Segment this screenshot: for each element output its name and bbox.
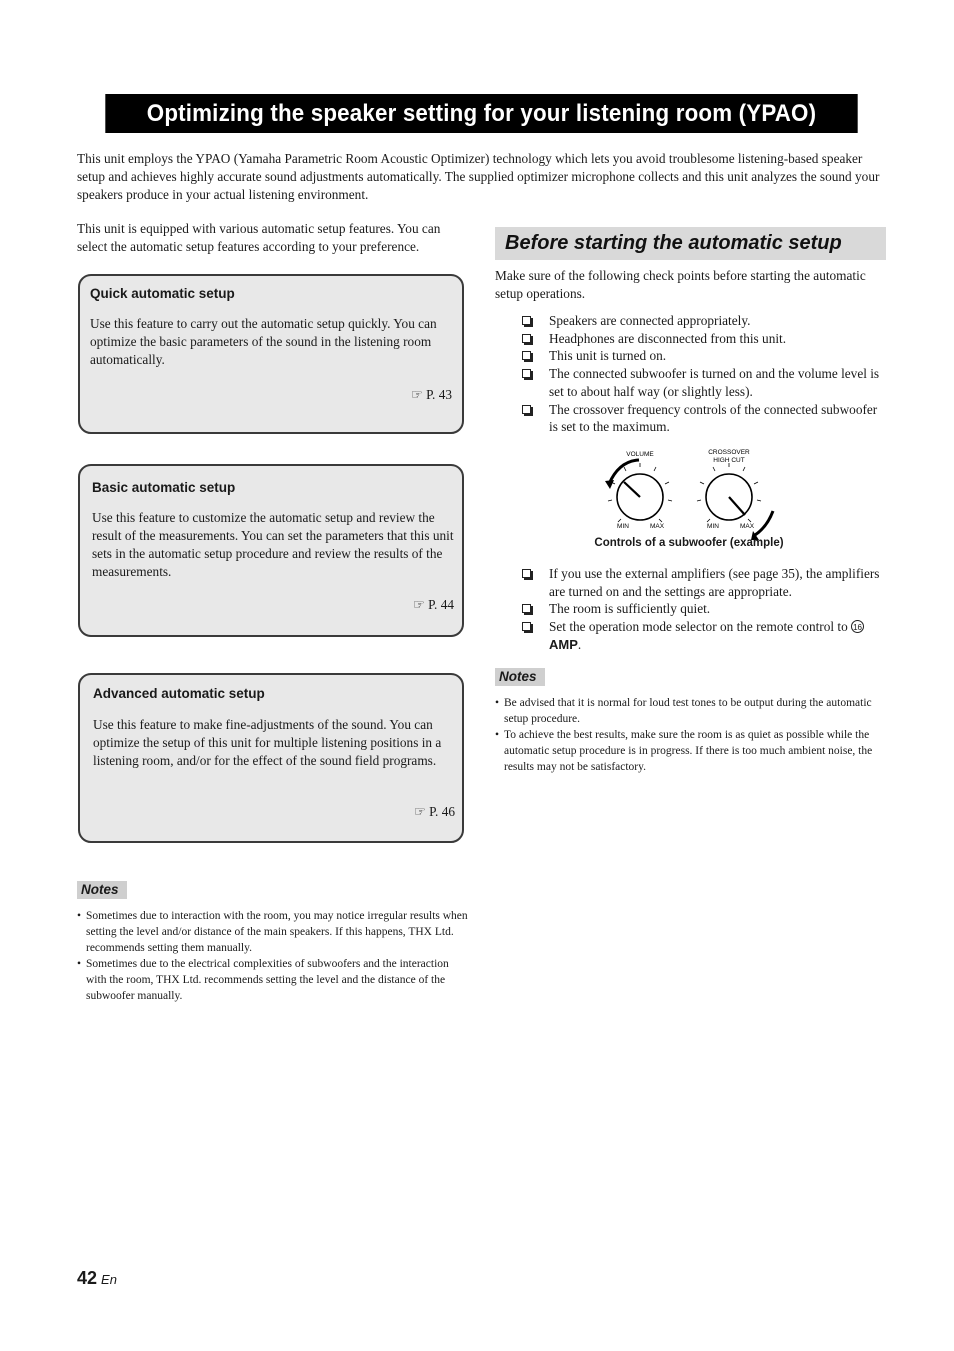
check-item: The room is sufficiently quiet.: [495, 600, 880, 618]
page-reference: ☞ P. 44: [412, 597, 454, 612]
card-text: Use this feature to carry out the automatic setup quickly. You can optimize the basic parameters of the sound in the listening room automatically.: [90, 316, 437, 367]
note-item: • Sometimes due to interaction with the room, you may notice irregular results when setting the level and/or distance of the main speakers. If this happens, THX Ltd. recommends setting them manually.: [77, 908, 469, 956]
card-text: Use this feature to customize the automatic setup and review the result of the measurements. You can set the parameters that this unit sets in the automatic setup procedure and review the results of the measurements.: [92, 510, 454, 579]
quick-setup-card: [78, 274, 464, 434]
number-16-icon: 16: [851, 620, 864, 633]
volume-knob-icon: [605, 460, 672, 522]
note-item: • Be advised that it is normal for loud test tones to be output during the automatic setup procedure.: [495, 695, 880, 727]
page-footer: [77, 1268, 117, 1289]
checkbox-icon: [522, 569, 531, 578]
right-notes-list: [495, 695, 880, 775]
note-item: • To achieve the best results, make sure the room is as quiet as possible while the automatic setup procedure is in progress. If there is too much ambient noise, the results may not be satisfactory.: [495, 727, 880, 775]
checkbox-icon: [522, 316, 531, 325]
card-title: Advanced automatic setup: [93, 686, 265, 701]
check-item: Speakers are connected appropriately.: [495, 312, 880, 330]
max-label: MAX: [649, 523, 665, 530]
min-label: MIN: [707, 523, 719, 530]
check-item: The connected subwoofer is turned on and the volume level is set to about half way (or slightly less).: [495, 365, 880, 400]
left-intro-paragraph: This unit is equipped with various automatic setup features. You can select the automatic setup features according to your preference.: [77, 221, 441, 254]
min-label: MIN: [617, 523, 629, 530]
checkbox-icon: [522, 351, 531, 360]
card-text: Use this feature to make fine-adjustments of the sound. You can optimize the setup of this unit for multiple listening positions in a listening room, and/or for the effect of the sound field programs.: [93, 717, 442, 768]
page-reference: ☞ P. 46: [413, 804, 455, 819]
notes-label: Notes: [77, 881, 127, 899]
checkbox-icon: [522, 405, 531, 414]
checklist-2: [495, 565, 880, 654]
page-title: Optimizing the speaker setting for your listening room (YPAO): [105, 94, 857, 133]
check-item: The crossover frequency controls of the connected subwoofer is set to the maximum.: [495, 401, 880, 436]
check-item: Headphones are disconnected from this unit.: [495, 330, 880, 348]
section-intro: Make sure of the following check points before starting the automatic setup operations.: [495, 268, 866, 301]
subwoofer-controls-figure: [595, 445, 785, 540]
checklist-1: [495, 312, 880, 436]
section-heading: Before starting the automatic setup: [495, 227, 886, 260]
basic-setup-card: [78, 464, 464, 637]
check-item: If you use the external amplifiers (see page 35), the amplifiers are turned on and the settings are appropriate.: [495, 565, 880, 600]
page-language: En: [101, 1272, 117, 1287]
intro-paragraph: This unit employs the YPAO (Yamaha Parametric Room Acoustic Optimizer) technology which lets you avoid troublesome listening-based speaker setup and achieves highly accurate sound adjustments automatically. The supplied optimizer microphone collects and this unit analyzes the sound your speakers produce in your actual listening environment.: [77, 151, 880, 202]
high-cut-label: HIGH CUT: [713, 457, 745, 464]
crossover-label: CROSSOVER: [708, 449, 750, 456]
note-item: • Sometimes due to the electrical complexities of subwoofers and the interaction with the room, THX Ltd. recommends setting the level and the distance of the subwoofer manually.: [77, 956, 469, 1004]
page-reference: ☞ P. 43: [410, 387, 452, 402]
max-label: MAX: [739, 523, 755, 530]
notes-label: Notes: [495, 668, 545, 686]
advanced-setup-card: [78, 673, 464, 843]
card-title: Quick automatic setup: [90, 286, 235, 301]
check-item: This unit is turned on.: [495, 347, 880, 365]
checkbox-icon: [522, 622, 531, 631]
checkbox-icon: [522, 334, 531, 343]
checkbox-icon: [522, 369, 531, 378]
left-notes-list: [77, 908, 469, 1004]
checkbox-icon: [522, 604, 531, 613]
check-item: Set the operation mode selector on the remote control to 16AMP.: [495, 618, 880, 653]
volume-label: VOLUME: [626, 451, 654, 458]
card-title: Basic automatic setup: [92, 480, 236, 495]
page-number: 42: [77, 1268, 98, 1288]
figure-caption: Controls of a subwoofer (example): [594, 537, 784, 549]
amp-mode-badge: 16AMP: [549, 619, 865, 652]
